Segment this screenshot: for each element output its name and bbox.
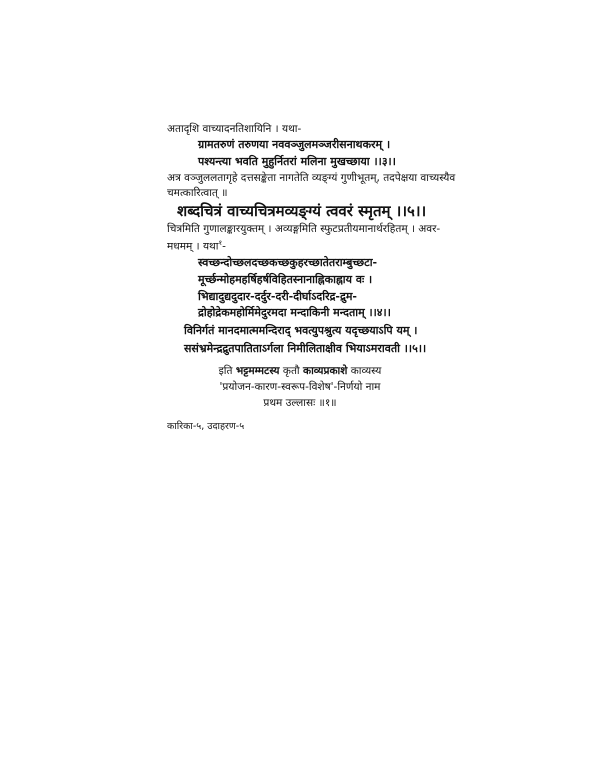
verse-3-line-2: पश्यन्त्या भवति मुहुर्नितरां मलिना मुखच्छाया ।।३।। — [198, 155, 396, 168]
commentary-line-3: चित्रमिति गुणालङ्कारयुक्तम् । अव्यङ्गमिति स्फुटप्रतीयमानार्थरहितम् । अवर- — [167, 223, 441, 235]
commentary-line-2: चमत्कारित्वात् ॥ — [167, 187, 228, 199]
commentary-line-4: मधमम् । यथा$^१$- — [167, 239, 226, 253]
verse-5-line-2: ससंभ्रमेन्द्रद्रुतपातिताऽर्गला निमीलिताक्षीव भियाऽमरावती ।।५।। — [184, 342, 427, 355]
author-name: भट्टमम्मटस्य — [235, 365, 280, 377]
verse-4-line-4: द्रोहोद्रेकमहोर्मिमेदुरमदा मन्दाकिनी मन्दताम् ।।४।। — [198, 306, 391, 319]
verse-5-line-1: विनिर्गतं मानदमात्ममन्दिराद् भवत्युपश्रुत्य यदृच्छयाऽपि यम् । — [184, 324, 418, 337]
page-footer-reference: कारिका-५, उदाहरण-५ — [167, 421, 245, 432]
verse-4-line-3: भिद्यादुद्यदुदार-दर्दुर-दरी-दीर्घाऽदरिद्र-द्रुम- — [198, 290, 357, 303]
verse-4-line-2: मूर्च्छन्मोहमहर्षिहर्षविहितस्नानाह्निकाह्नाय वः । — [198, 273, 373, 286]
verse-4-line-1: स्वच्छन्दोच्छलदच्छकच्छकुहरच्छातेतराम्बुच्छटा- — [198, 256, 378, 269]
verse-3-line-1: ग्रामतरुणं तरुणया नववञ्जुलमञ्जरीसनाथकरम् । — [198, 138, 391, 151]
commentary-line-1: अत्र वञ्जुललतागृहे दत्तसङ्केता नागतेति व्यङ्ग्यं गुणीभूतम्, तदपेक्षया वाच्यस्यैव — [167, 172, 456, 184]
colophon-line-1: इति भट्टमम्मटस्य कृतौ काव्यप्रकाशे काव्यस्य — [218, 365, 382, 377]
colophon-line-3: प्रथम उल्लासः ॥१॥ — [263, 397, 337, 409]
karika-5: शब्दचित्रं वाच्यचित्रमव्यङ्ग्यं त्ववरं स्मृतम् ।।५।। — [177, 202, 427, 220]
footnote-marker: १ — [218, 239, 223, 247]
intro-line: अतादृशि वाच्यादनतिशायिनि । यथा- — [167, 123, 302, 135]
colophon-line-2: 'प्रयोजन-कारण-स्वरूप-विशेष'-निर्णयो नाम — [219, 381, 381, 393]
work-title: काव्यप्रकाशे — [303, 365, 348, 377]
